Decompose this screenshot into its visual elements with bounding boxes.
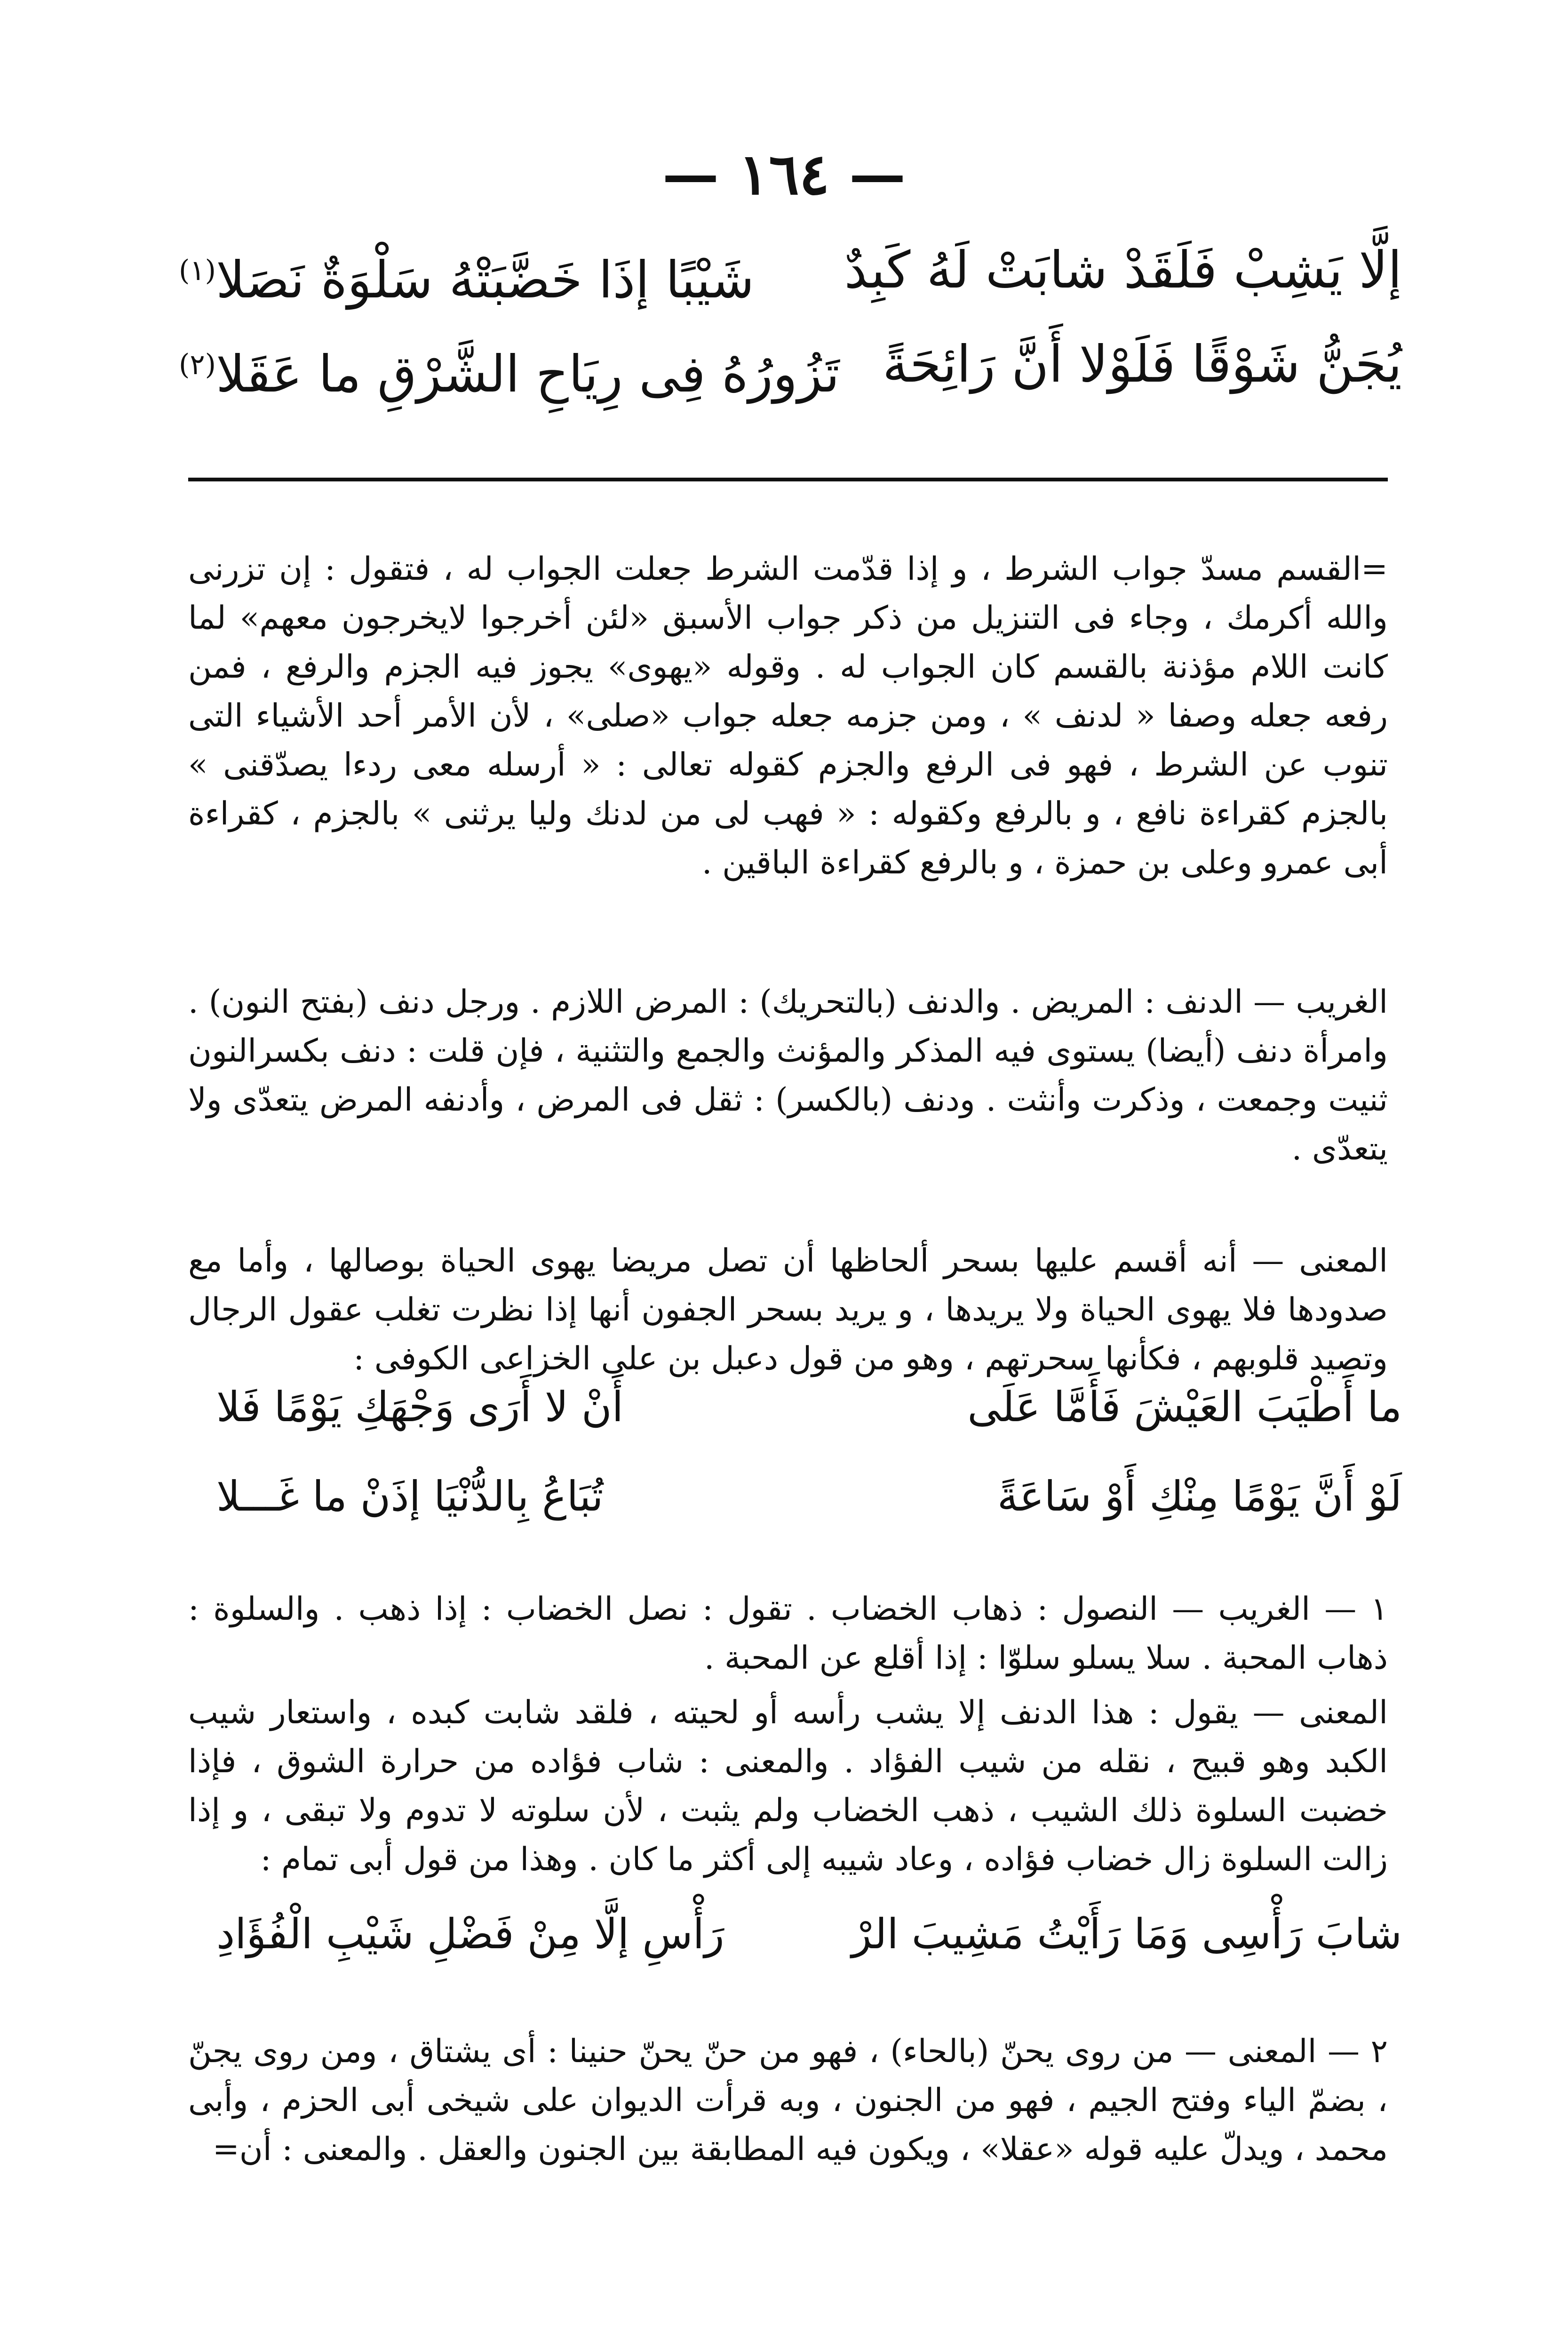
verse-2-second-hemistich [179,329,840,410]
footnote-1-gharib: ١ — الغريب — النصول : ذهاب الخضاب . تقول : نصل الخضاب : إذا ذهب . والسلوة : ذهاب المحبة . سلا يسلو سلوّا : إذا أقلع عن المحبة . [188,1591,1388,1677]
poem-verse-2 [179,329,1402,410]
dibil-1-second-hemistich: أَنْ لا أَرَى وَجْهَكِ يَوْمًا فَلا [216,1383,624,1431]
page-number: — ١٦٤ — [662,141,906,208]
footnote-marker-1: (١) [179,254,216,287]
quoted-verse-dibil-2 [216,1464,1402,1529]
footnote-2-maana: ٢ — المعنى — من روى يحنّ (بالحاء) ، فهو من حنّ يحنّ حنينا : أى يشتاق ، ومن روى يجنّ ، بضمّ الياء وفتح الجيم ، فهو من الجنون ، وبه قرأت الديوان على شيخى أبى الحزم ، وأبى محمد ، ويدلّ عليه قوله «عقلا» ، ويكون فيه المطابقة بين الجنون والعقل . والمعنى : أن= [188,2033,1388,2168]
footnote-marker-2: (٢) [179,348,216,381]
verse-2-second-hemistich-text: تَزُورُهُ فِى رِيَاحِ الشَّرْقِ ما عَقَلا [216,345,840,404]
dibil-2-first-hemistich: لَوْ أَنَّ يَوْمًا مِنْكِ أَوْ سَاعَةً [997,1472,1402,1520]
verse-1-second-hemistich-text: شَيْبًا إذَا خَضَّبَتْهُ سَلْوَةٌ نَصَلا [216,251,755,310]
abu-tammam-second-hemistich: رَأْسِ إلَّا مِنْ فَضْلِ شَيْبِ الْفُؤَادِ [216,1910,724,1958]
commentary-paragraph-gharib: الغريب — الدنف : المريض . والدنف (بالتحريك) : المرض اللازم . ورجل دنف (بفتح النون) . وامرأة دنف (أيضا) يستوى فيه المذكر والمؤنث والجمع والتثنية ، فإن قلت : دنف بكسرالنون ثنيت وجمعت ، وذكرت وأنثت . ودنف (بالكسر) : ثقل فى المرض ، وأدنفه المرض يتعدّى ولا يتعدّى . [188,984,1388,1168]
verse-1-second-hemistich [179,235,754,316]
verse-1-first-hemistich: إلَّا يَشِبْ فَلَقَدْ شابَتْ لَهُ كَبِدٌ [844,241,1402,300]
commentary-paragraph-1: =القسم مسدّ جواب الشرط ، و إذا قدّمت الشرط جعلت الجواب له ، فتقول : إن تزرنى والله أكرمك ، وجاء فى التنزيل من ذكر جواب الأسبق «لئن أخرجوا لايخرجون معهم» لما كانت اللام مؤذنة بالقسم كان الجواب له . وقوله «يهوى» يجوز فيه الجزم والرفع ، فمن رفعه جعله وصفا « لدنف » ، ومن جزمه جعله جواب «صلى» ، لأن الأمر أحد الأشياء التى تنوب عن الشرط ، فهو فى الرفع والجزم كقوله تعالى : « أرسله معى ردءا يصدّقنى » بالجزم كقراءة نافع ، و بالرفع وكقوله : « فهب لى من لدنك وليا يرثنى » بالجزم ، كقراءة أبى عمرو وعلى بن حمزة ، و بالرفع كقراءة الباقين . [188,551,1388,881]
abu-tammam-first-hemistich: شابَ رَأْسِى وَمَا رَأَيْتُ مَشِيبَ الرْ [852,1910,1402,1958]
quoted-verse-dibil-1 [216,1374,1402,1440]
poem-verse-1 [179,235,1402,316]
footnote-1-maana: المعنى — يقول : هذا الدنف إلا يشب رأسه أو لحيته ، فلقد شابت كبده ، واستعار شيب الكبد وهو قبيح ، نقله من شيب الفؤاد . والمعنى : شاب فؤاده من حرارة الشوق ، فإذا خضبت السلوة ذلك الشيب ، ذهب الخضاب ولم يثبت ، لأن سلوته لا تدوم ولا تبقى ، و إذا زالت السلوة زال خضاب فؤاده ، وعاد شيبه إلى أكثر ما كان . وهذا من قول أبى تمام : [188,1694,1388,1878]
commentary-paragraph-maana: المعنى — أنه أقسم عليها بسحر ألحاظها أن تصل مريضا يهوى الحياة بوصالها ، وأما مع صدودها فلا يهوى الحياة ولا يريدها ، و يريد بسحر الجفون أنها إذا نظرت تغلب عقول الرجال وتصيد قلوبهم ، فكأنها سحرتهم ، وهو من قول دعبل بن على الخزاعى الكوفى : [188,1242,1388,1377]
dibil-1-first-hemistich: ما أَطْيَبَ العَيْشَ فَأَمَّا عَلَى [967,1383,1402,1431]
dibil-2-second-hemistich: تُبَاعُ بِالدُّنْيَا إذَنْ ما غَـــلا [216,1472,604,1520]
footnote-divider [188,478,1388,481]
quoted-verse-abu-tammam [216,1901,1402,1967]
verse-2-first-hemistich: يُجَنُّ شَوْقًا فَلَوْلا أَنَّ رَائِحَةً [882,335,1402,394]
